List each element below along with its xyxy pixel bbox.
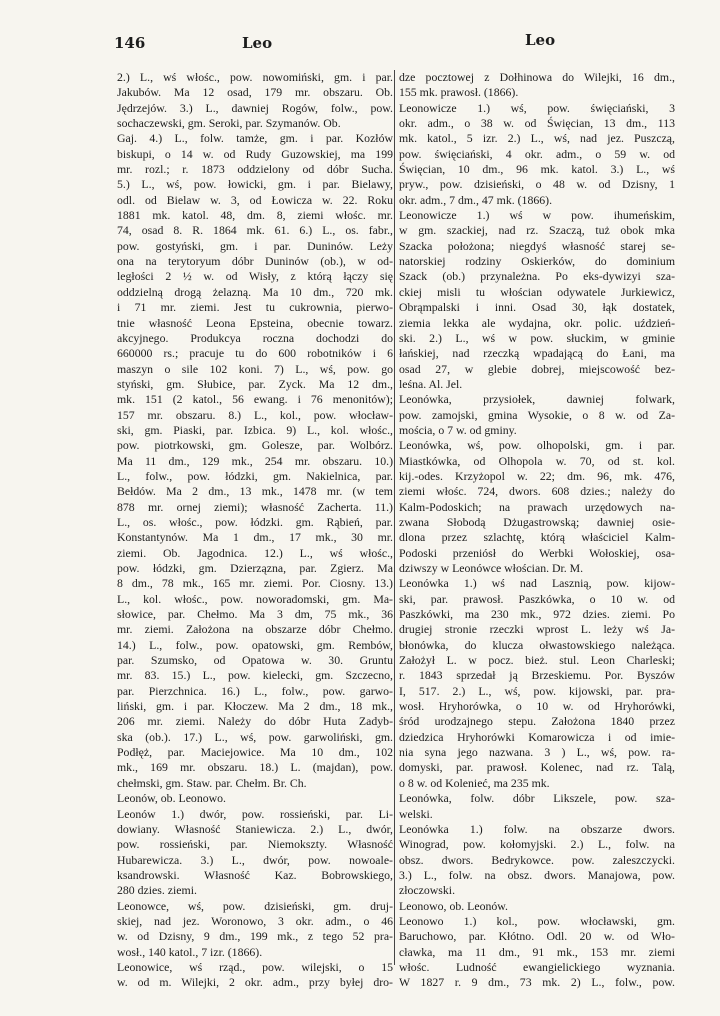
text-line: obsz. dwors. Bedrykowce. pow. zaleszczycki. bbox=[399, 852, 675, 867]
text-line: mr. ziemi. Założona na obszarze dóbr Chełmo. bbox=[117, 622, 393, 637]
text-line: pow. święciański, 4 okr. adm., o 59 w. od bbox=[399, 146, 675, 161]
text-line: ległości 2 ½ w. od Wisły, z którą łączy się bbox=[117, 269, 393, 284]
text-line: par. Szumsko, od Opatowa w. 30. Gruntu bbox=[117, 653, 393, 668]
text-line: 155 mk. prawosł. (1866). bbox=[399, 85, 519, 100]
text-line: Obrąmpalski i inni. Osad 30, łąk dostatek, bbox=[399, 300, 675, 315]
text-line: pow. zamojski, gmina Wysokie, o 8 w. od Za- bbox=[399, 407, 675, 422]
text-line: kij.-odes. Krzyżopol w. 22; dm. 96, mk. 476, bbox=[399, 468, 675, 483]
text-line: złoczowski. bbox=[399, 883, 456, 898]
text-line: Szacka położona; niegdyś własność starej se- bbox=[399, 238, 675, 253]
text-line: 3.) L., folw. na obsz. dwors. Manajowa, pow. bbox=[399, 867, 675, 882]
text-line: mr. rozl.; r. 1873 oddzielony od dóbr Sucha. bbox=[117, 162, 393, 177]
text-line: liński, gm. i par. Kłoczew. Ma 2 dm., 18 mk., bbox=[117, 699, 393, 714]
running-head-right: Leo bbox=[525, 31, 556, 49]
text-line: ona na terytoryum dóbr Duninów (ob.), w od- bbox=[117, 254, 393, 269]
text-line: ziemia lekka ale wydajna, okr. polic. uździeń- bbox=[399, 315, 675, 330]
text-line: Podoski przeniósł do Werbki Wołoskiej, osa- bbox=[399, 545, 675, 560]
text-line: cławka, ma 11 dm., 91 mk., 153 mr. ziemi bbox=[399, 944, 675, 959]
text-line: zwana Słobodą Dżugastrowską; dawniej osie- bbox=[399, 514, 675, 529]
text-line: Leonów 1.) dwór, pow. rossieński, par. Li- bbox=[117, 806, 393, 821]
text-line: mk. katol., 5 izr. 2.) L., wś, nad jez. Puszczą, bbox=[399, 131, 675, 146]
text-line: Miastkówka, od Olhopola w. 70, od st. kol. bbox=[399, 453, 675, 468]
text-line: 5.) L., wś, pow. łowicki, gm. i par. Bielawy, bbox=[117, 177, 393, 192]
text-line: wosł., 140 katol., 7 izr. (1866). bbox=[117, 944, 263, 959]
text-line: Bełdów. Ma 2 dm., 13 mk., 1478 mr. (w tem bbox=[117, 484, 393, 499]
text-line: pryw., pow. dzisieński, o 48 w. od Dzisny, 1 bbox=[399, 177, 675, 192]
text-line: 660000 rs.; pracuje tu do 600 robotników i 6 bbox=[117, 346, 393, 361]
text-line: Leonowo 1.) kol., pow. włocławski, gm. bbox=[399, 913, 675, 928]
text-line: W 1827 r. 9 dm., 73 mk. 2) L., folw., pow. bbox=[399, 975, 675, 990]
text-line: Leonówka, wś, pow. olhopolski, gm. i par. bbox=[399, 438, 675, 453]
text-line: o 8 w. od Kolenieć, ma 235 mk. bbox=[399, 775, 550, 790]
right-text-column bbox=[399, 70, 675, 991]
text-line: maszyn o sile 102 koni. 7) L., wś, pow. go bbox=[117, 361, 393, 376]
text-line: Leonów, ob. Leonowo. bbox=[117, 791, 226, 806]
text-line: mk., 169 mr. obszaru. 18.) L. (majdan), pow. bbox=[117, 760, 393, 775]
text-line: par. Pierzchnica. 16.) L., folw., pow. garwo- bbox=[117, 683, 393, 698]
text-line: i 71 mr. ziemi. Jest tu cukrownia, pierwo- bbox=[117, 300, 393, 315]
text-line: Leonowice, wś rząd., pow. wilejski, o 15 bbox=[117, 959, 393, 974]
text-line: 14.) L., folw., pow. opatowski, gm. Rembów, bbox=[117, 637, 393, 652]
text-line: dziedzica Hryhorówki Komarowicza i od imie- bbox=[399, 729, 675, 744]
text-line: Leonowicze 1.) wś, pow. święciański, 3 bbox=[399, 100, 675, 115]
text-line: słowice, par. Chełmo. Ma 3 dm, 75 mk., 36 bbox=[117, 607, 393, 622]
text-line: mk. 151 (2 katol., 56 ewang. i 76 menonitów); bbox=[117, 392, 393, 407]
text-line: styński, gm. Słubice, par. Zyck. Ma 12 dm., bbox=[117, 376, 393, 391]
text-line: drugiej stronie rzeczki wprost L. leży wś Ja- bbox=[399, 622, 675, 637]
text-line: błonówka, do klucza ołwastowskiego należąca. bbox=[399, 637, 675, 652]
text-line: L., kol. włośc., pow. noworadomski, gm. Ma- bbox=[117, 591, 393, 606]
text-line: wosł. Hryhorówka, o 10 w. od Hryhorówki, bbox=[399, 699, 675, 714]
text-line: tnie własność Leona Epsteina, obecnie towarz. bbox=[117, 315, 393, 330]
text-line: oddzielną drogą żelazną. Ma 10 dm., 720 mk. bbox=[117, 284, 393, 299]
text-line: 280 dzies. ziemi. bbox=[117, 883, 197, 898]
text-line: Święcian, 10 dm., 96 mk. katol. 3.) L., wś bbox=[399, 162, 675, 177]
text-line: dze pocztowej z Dołhinowa do Wilejki, 16 dm., bbox=[399, 70, 675, 84]
text-line: 206 mr. ziemi. Należy do dóbr Huta Zadyb- bbox=[117, 714, 393, 729]
text-line: 1881 mk. katol. 48, dm. 8, ziemi włośc. mr. bbox=[117, 208, 393, 223]
text-line: łańskiej, nad rzeczką wpadającą do Łani, ma bbox=[399, 346, 675, 361]
text-line: dziwszy w Leonówce włościan. Dr. M. bbox=[399, 561, 584, 575]
text-line: leśna. Al. Jel. bbox=[399, 376, 463, 391]
text-line: ckiej misli tu włościan odywatele Jurkiewicz, bbox=[399, 284, 675, 299]
text-line: Paszkówki, ma 230 mk., 972 dzies. ziemi. Po bbox=[399, 607, 675, 622]
text-line: pow. łódzki, gm. Dzierzązna, par. Zgierz. Ma bbox=[117, 561, 393, 575]
text-line: Baruchowo, par. Kłótno. Odl. 20 w. od Wło- bbox=[399, 929, 675, 944]
text-line: Szack (ob.) przynależna. Po eks-dywizyi sza- bbox=[399, 269, 675, 284]
text-line: Hubarewicza. 3.) L., dwór, pow. nowoale- bbox=[117, 852, 393, 867]
text-line: Leonowo, ob. Leonów. bbox=[399, 898, 508, 913]
text-line: L., os. włośc., pow. łódzki. gm. Rąbień, par. bbox=[117, 514, 393, 529]
text-line: L., folw., pow. łódzki, gm. Nakielnica, par. bbox=[117, 468, 393, 483]
text-line: osad 27, w glebie dobrej, miejscowość bez- bbox=[399, 361, 675, 376]
text-line: ski, gm. Piaski, par. Izbica. 9) L., kol. włośc., bbox=[117, 422, 393, 437]
text-line: w. od Dzisny, 9 dm., 199 mk., z tego 52 pra- bbox=[117, 929, 393, 944]
text-line: ski. 2.) L., wś w pow. słuckim, w gminie bbox=[399, 330, 675, 345]
text-line: akcyjnego. Produkcya roczna dochodzi do bbox=[117, 330, 393, 345]
page-number: 146 bbox=[114, 34, 146, 52]
text-line: Jędrzejów. 3.) L., dawniej Rogów, folw., pow. bbox=[117, 100, 393, 115]
text-line: 74, osad 8. R. 1864 mk. 61. 6.) L., os. fabr., bbox=[117, 223, 393, 238]
text-line: mościa, o 7 w. od gminy. bbox=[399, 422, 517, 437]
column-divider bbox=[394, 70, 395, 965]
text-line: I, 517. 2.) L., wś, pow. kijowski, par. pra- bbox=[399, 683, 675, 698]
text-line: Kalm-Podoskich; na prawach urzędowych na- bbox=[399, 499, 675, 514]
text-line: mr. 83. 15.) L., pow. kielecki, gm. Szczecno, bbox=[117, 668, 393, 683]
text-line: Podłęż, par. Maciejowice. Ma 10 dm., 102 bbox=[117, 745, 393, 760]
running-head-left: Leo bbox=[242, 34, 273, 52]
text-line: Leonowce, wś, pow. dzisieński, gm. druj- bbox=[117, 898, 393, 913]
text-line: 8 dm., 78 mk., 165 mr. ziemi. Por. Ciosny. 13.) bbox=[117, 576, 393, 591]
text-line: ska (ob.). 17.) L., wś, pow. garwoliński, gm. bbox=[117, 729, 393, 744]
text-line: 157 mr. obszaru. 8.) L., kol., pow. włocław- bbox=[117, 407, 393, 422]
left-text-column bbox=[117, 70, 393, 991]
text-line: domyski, par. prawosł. Kolenec, nad rz. Talą, bbox=[399, 760, 675, 775]
text-line: okr. adm., o 38 w. od Święcian, 13 dm., 113 bbox=[399, 116, 675, 131]
text-line: w gm. szackiej, nad rz. Szaczą, tuż obok mka bbox=[399, 223, 675, 238]
text-line: ksandrowski. Własność Kaz. Bobrowskiego, bbox=[117, 867, 393, 882]
text-line: dowiany. Własność Staniewicza. 2.) L., dwór, bbox=[117, 821, 393, 836]
text-line: Konstantynów. Ma 1 dm., 17 mk., 30 mr. bbox=[117, 530, 393, 545]
text-line: Jakubów. Ma 12 osad, 179 mr. obszaru. Ob. bbox=[117, 85, 393, 100]
text-line: chełmski, gm. Staw. par. Chełm. Br. Ch. bbox=[117, 775, 307, 790]
text-line: w. od m. Wilejki, 2 okr. adm., przy byłej dro- bbox=[117, 975, 393, 990]
text-line: ziemi włośc. 724, dwors. 608 dzies.; należy do bbox=[399, 484, 675, 499]
text-line: Założył L. w pocz. bież. stul. Leon Charleski; bbox=[399, 653, 675, 668]
text-line: dlona przez szlachtę, którą właściciel Kalm- bbox=[399, 530, 675, 545]
text-line: Ma 11 dm., 129 mk., 254 mr. obszaru. 10.) bbox=[117, 453, 393, 468]
text-line: nia syna jego nazwana. 3 ) L., wś, pow. ra- bbox=[399, 745, 675, 760]
text-line: Leonówka, folw. dóbr Likszele, pow. sza- bbox=[399, 791, 675, 806]
text-line: r. 1843 sprzedał ją Brzeskiemu. Por. Byszów bbox=[399, 668, 675, 683]
text-line: skiej, nad jez. Woronowo, 3 okr. adm., o 46 bbox=[117, 913, 393, 928]
text-line: natorskiej rodziny Oskierków, do dominium bbox=[399, 254, 675, 269]
text-line: Leonówka, przysiołek, dawniej folwark, bbox=[399, 392, 675, 407]
text-line: 2.) L., wś włośc., pow. nowomiński, gm. i par. bbox=[117, 70, 393, 84]
text-line: Winograd, pow. kołomyjski. 2.) L., folw. na bbox=[399, 837, 675, 852]
text-line: odl. od Bielaw w. 3, od Łowicza w. 22. Roku bbox=[117, 192, 393, 207]
text-line: Leonówka 1.) wś nad Lasznią, pow. kijow- bbox=[399, 576, 675, 591]
text-line: włośc. Ludność ewangielickiego wyznania. bbox=[399, 959, 675, 974]
text-line: Gaj. 4.) L., folw. tamże, gm. i par. Kozłów bbox=[117, 131, 393, 146]
text-line: pow. piotrkowski, gm. Golesze, par. Wolbórz. bbox=[117, 438, 393, 453]
text-line: pow. gostyński, gm. i par. Duninów. Leży bbox=[117, 238, 393, 253]
text-line: Leonowicze 1.) wś w pow. ihumeńskim, bbox=[399, 208, 675, 223]
text-line: biskupi, o 14 w. od Rudy Guzowskiej, ma 199 bbox=[117, 146, 393, 161]
text-line: ski, par. prawosł. Paszkówka, o 10 w. od bbox=[399, 591, 675, 606]
text-line: welski. bbox=[399, 806, 433, 821]
text-line: ziemi. Ob. Jagodnica. 12.) L., wś włośc., bbox=[117, 545, 393, 560]
text-line: 878 mr. ornej ziemi); własność Zacherta. 11.) bbox=[117, 499, 393, 514]
text-line: okr. adm., 7 dm., 47 mk. (1866). bbox=[399, 192, 553, 207]
text-line: pow. rossieński, par. Niemokszty. Własność bbox=[117, 837, 393, 852]
text-line: Leonówka 1.) folw. na obszarze dwors. bbox=[399, 821, 675, 836]
text-line: sochaczewski, gm. Seroki, par. Szymanów. Ob. bbox=[117, 116, 341, 131]
text-line: śród urodzajnego stepu. Założona 1840 przez bbox=[399, 714, 675, 729]
